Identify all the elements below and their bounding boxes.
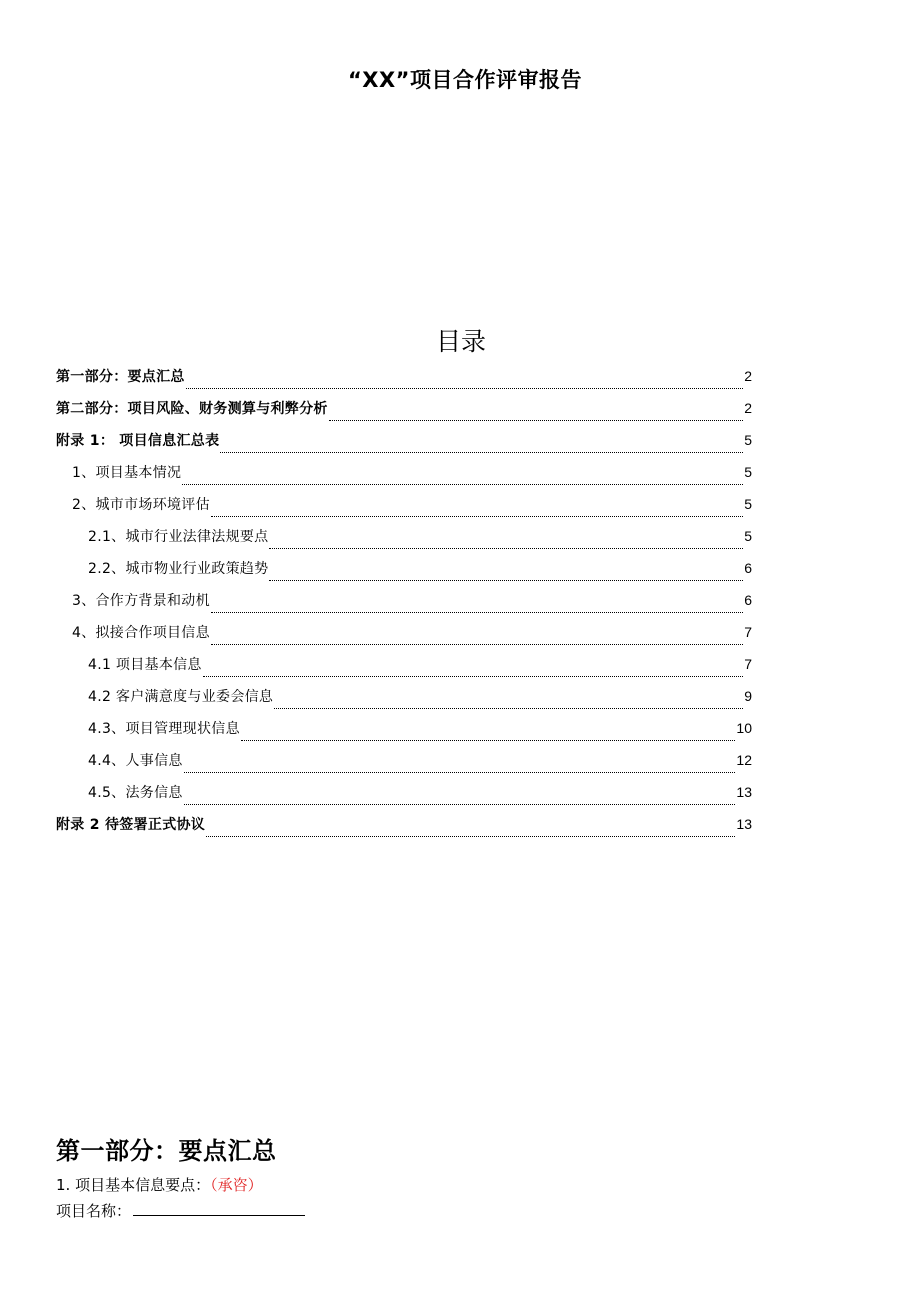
toc-entry[interactable] [56,620,752,652]
toc-entry-label: 第二部分：项目风险、财务测算与利弊分析 [56,401,328,417]
toc-leader-dots [184,803,736,805]
toc-leader-dots [274,707,743,709]
toc-leader-dots [211,611,743,613]
section-one-title: 第一部分：要点汇总 [56,1137,277,1165]
toc-entry-label: 3、合作方背景和动机 [72,593,210,609]
project-name-line [56,1199,305,1222]
toc-entry-page: 2 [744,368,752,384]
toc-entry-page: 10 [736,720,752,736]
toc-entry[interactable] [56,492,752,524]
toc-entry[interactable] [56,780,752,812]
project-name-blank[interactable] [133,1199,305,1216]
toc-entry-label: 2、城市市场环境评估 [72,497,210,513]
toc-entry-label: 第一部分：要点汇总 [56,369,185,385]
toc-leader-dots [220,451,743,453]
toc-entry-page: 6 [744,560,752,576]
toc-entry[interactable] [56,748,752,780]
toc-entry-label: 1、项目基本情况 [72,465,182,481]
toc-entry-label: 附录 1： 项目信息汇总表 [56,433,220,449]
table-of-contents [56,364,752,844]
toc-leader-dots [184,771,736,773]
toc-heading: 目录 [435,327,486,356]
project-info-note: （承咨） [210,1176,263,1194]
toc-entry-label: 附录 2 待签署正式协议 [56,817,206,833]
toc-leader-dots [269,579,743,581]
toc-leader-dots [241,739,736,741]
toc-leader-dots [203,675,743,677]
toc-entry[interactable] [56,364,752,396]
toc-entry-label: 2.2、城市物业行业政策趋势 [88,561,269,577]
toc-entry[interactable] [56,524,752,556]
toc-entry-page: 5 [744,432,752,448]
toc-leader-dots [329,419,744,421]
toc-entry-page: 5 [744,528,752,544]
toc-entry-label: 4、拟接合作项目信息 [72,625,210,641]
project-info-line [56,1174,263,1196]
toc-entry-page: 7 [744,656,752,672]
toc-entry-page: 12 [736,752,752,768]
toc-entry-label: 4.4、人事信息 [88,753,183,769]
toc-entry[interactable] [56,812,752,844]
project-name-label: 项目名称： [56,1202,132,1220]
toc-entry-label: 4.2 客户满意度与业委会信息 [88,689,274,705]
toc-leader-dots [186,387,744,389]
toc-entry-label: 4.5、法务信息 [88,785,183,801]
toc-entry[interactable] [56,652,752,684]
toc-leader-dots [206,835,735,837]
toc-entry-label: 4.1 项目基本信息 [88,657,202,673]
toc-entry-page: 13 [736,784,752,800]
toc-entry[interactable] [56,684,752,716]
toc-entry[interactable] [56,556,752,588]
toc-entry[interactable] [56,460,752,492]
toc-entry[interactable] [56,716,752,748]
toc-entry[interactable] [56,396,752,428]
toc-entry-page: 13 [736,816,752,832]
toc-entry-page: 5 [744,496,752,512]
toc-leader-dots [211,515,743,517]
toc-entry-page: 9 [744,688,752,704]
toc-entry-label: 2.1、城市行业法律法规要点 [88,529,269,545]
toc-entry[interactable] [56,428,752,460]
toc-entry-page: 5 [744,464,752,480]
toc-leader-dots [182,483,743,485]
toc-leader-dots [269,547,743,549]
toc-entry-label: 4.3、项目管理现状信息 [88,721,240,737]
toc-entry-page: 2 [744,400,752,416]
project-info-label: 1. 项目基本信息要点： [56,1176,211,1194]
toc-entry-page: 6 [744,592,752,608]
toc-leader-dots [211,643,743,645]
document-title: “XX”项目合作评审报告 [348,68,582,92]
toc-entry-page: 7 [744,624,752,640]
toc-entry[interactable] [56,588,752,620]
